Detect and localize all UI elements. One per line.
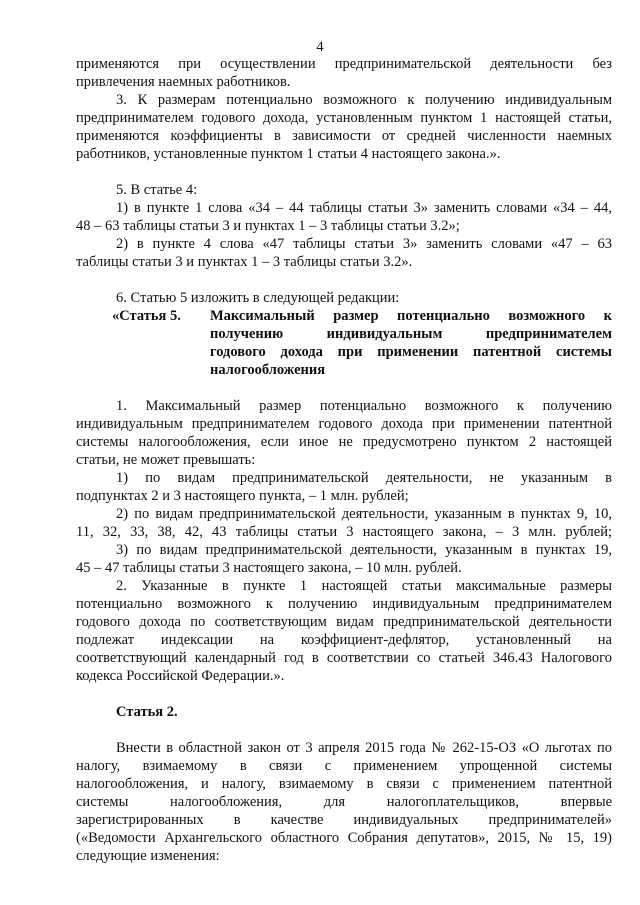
article-5-title: налогообложения [210, 362, 326, 378]
text-line: 1. Максимальный размер потенциально возможного к получению [116, 398, 612, 414]
article-5-title: Максимальный размер потенциально возможного к [210, 308, 612, 324]
text-line: статьи, не может превышать: [76, 452, 256, 468]
text-line: системы налогообложения, если иное не предусмотрено пунктом 2 настоящей [76, 434, 612, 450]
text-line: зарегистрированных в качестве индивидуальных предпринимателей» [76, 812, 612, 828]
text-line: 1) в пункте 1 слова «34 – 44 таблицы статьи 3» заменить словами «34 – 44, [116, 200, 612, 216]
text-line: годового дохода по соответствующим видам предпринимательской деятельности [76, 614, 612, 630]
text-line: 2) по видам предпринимательской деятельности, указанным в пунктах 9, 10, [116, 506, 612, 522]
text-line: 45 – 47 таблицы статьи 3 настоящего закона, – 10 млн. рублей. [76, 560, 462, 576]
article-5-title: получению индивидуальным предпринимателем [210, 326, 612, 342]
text-line: системы налогообложения, для налогоплательщиков, впервые [76, 794, 612, 810]
text-line: 6. Статью 5 изложить в следующей редакции: [116, 290, 400, 306]
text-line: кодекса Российской Федерации.». [76, 668, 285, 684]
text-line: следующие изменения: [76, 848, 220, 864]
text-line: применяются коэффициенты в зависимости от средней численности наемных [76, 128, 612, 144]
text-line: 3. К размерам потенциально возможного к получению индивидуальным [116, 92, 612, 108]
page-number: 4 [316, 39, 324, 55]
text-line: 48 – 63 таблицы статьи 3 и пунктах 1 – 3 таблицы статьи 3.2»; [76, 218, 460, 234]
article-5-title: годового дохода при применении патентной системы [210, 344, 612, 360]
article-2-heading: Статья 2. [116, 704, 178, 720]
text-line: 11, 32, 33, 38, 42, 43 таблицы статьи 3 настоящего закона, – 3 млн. рублей; [76, 524, 612, 540]
article-5-label: «Статья 5. [112, 308, 181, 324]
text-line: («Ведомости Архангельского областного Собрания депутатов», 2015, № 15, 19) [76, 830, 612, 846]
text-line: налогообложения, и налогу, взимаемому в связи с применением патентной [76, 776, 612, 792]
text-line: соответствующий календарный год в соответствии со статьей 346.43 Налогового [76, 650, 612, 666]
text-line: налогу, взимаемому в связи с применением упрощенной системы [76, 758, 612, 774]
text-line: индивидуальным предпринимателем годового дохода при применении патентной [76, 416, 612, 432]
text-line: Внести в областной закон от 3 апреля 2015 года № 262-15-ОЗ «О льготах по [116, 740, 612, 756]
text-line: работников, установленные пунктом 1 статьи 4 настоящего закона.». [76, 146, 501, 162]
text-line: 2. Указанные в пункте 1 настоящей статьи максимальные размеры [116, 578, 612, 594]
text-line: потенциально возможного к получению индивидуальным предпринимателем [76, 596, 612, 612]
text-line: подпунктах 2 и 3 настоящего пункта, – 1 млн. рублей; [76, 488, 409, 504]
text-line: 1) по видам предпринимательской деятельности, не указанным в [116, 470, 612, 486]
text-line: подлежат индексации на коэффициент-дефлятор, установленный на [76, 632, 612, 648]
text-line: предпринимателем годового дохода, установленным пунктом 1 настоящей статьи, [76, 110, 612, 126]
text-line: таблицы статьи 3 и пунктах 1 – 3 таблицы статьи 3.2». [76, 254, 413, 270]
text-line: 5. В статье 4: [116, 182, 198, 198]
text-line: 2) в пункте 4 слова «47 таблицы статьи 3» заменить словами «47 – 63 [116, 236, 612, 252]
text-line: применяются при осуществлении предпринимательской деятельности без [76, 56, 612, 72]
text-line: привлечения наемных работников. [76, 74, 291, 90]
text-line: 3) по видам предпринимательской деятельности, указанным в пунктах 19, [116, 542, 612, 558]
